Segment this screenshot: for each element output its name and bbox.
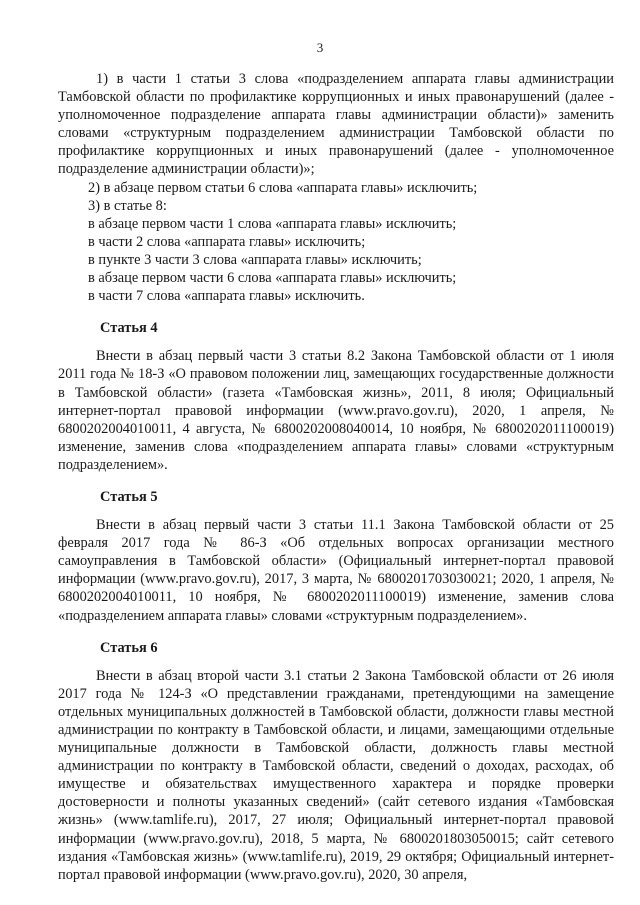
article-5-heading: Статья 5 [100,488,158,505]
document-body [58,70,614,884]
paragraph-1: 1) в части 1 статьи 3 слова «подразделением аппарата главы администрации Тамбовской области по профилактике коррупционных и иных правонарушений (далее - уполномоченное подразделение аппарата главы администрации области)» заменить словами «структурным подразделением администрации Тамбовской области по профилактике коррупционных и иных правонарушений (далее - уполномоченное подразделение администрации области)»; [58,71,614,178]
paragraph-3: 3) в статье 8: [88,197,167,214]
list-item: в абзаце первом части 1 слова «аппарата главы» исключить; [88,215,457,232]
list-item: в абзаце первом части 6 слова «аппарата главы» исключить; [88,270,457,287]
list-item: в части 2 слова «аппарата главы» исключить; [88,233,366,250]
article-4-heading: Статья 4 [100,320,158,337]
article-8-items [58,215,614,305]
paragraph-2: 2) в абзаце первом статьи 6 слова «аппарата главы» исключить; [88,179,478,196]
article-5-text: Внести в абзац первый части 3 статьи 11.1 Закона Тамбовской области от 25 февраля 2017 года № 86-З «Об отдельных вопросах организации местного самоуправления в Тамбовской области» (Официальный интернет-портал правовой информации (www.pravo.gov.ru), 2017, 3 марта, № 6800201703030021; 2020, 1 апреля, № 6800202004010011, 10 ноября, № 6800202011100019) изменение, заменив слова «подразделением аппарата главы» словами «структурным подразделением». [58,517,614,624]
list-item: в пункте 3 части 3 слова «аппарата главы» исключить; [88,251,422,268]
article-4-text: Внести в абзац первый части 3 статьи 8.2 Закона Тамбовской области от 1 июля 2011 года № 18-З «О правовом положении лиц, замещающих государственные должности в Тамбовской области» (газета «Тамбовская жизнь», 2011, 8 июля; Официальный интернет-портал правовой информации (www.pravo.gov.ru), 2020, 1 апреля, № 6800202004010011, 4 августа, № 6800202008040014, 10 ноября, № 6800202011100019) изменение, заменив слова «подразделением аппарата главы» словами «структурным подразделением». [58,348,614,473]
article-6-heading: Статья 6 [100,639,158,656]
page-number: 3 [316,40,324,55]
list-item: в части 7 слова «аппарата главы» исключить. [88,288,365,305]
article-6-text: Внести в абзац второй части 3.1 статьи 2 Закона Тамбовской области от 26 июля 2017 года № 124-З «О представлении гражданами, претендующими на замещение отдельных муниципальных должностей в Тамбовской области, должности главы местной администрации по контракту в Тамбовской области, и лицами, замещающими отдельные муниципальные должности в Тамбовской области, должность главы местной администрации по контракту в Тамбовской области, сведений о доходах, расходах, об имуществе и обязательствах имущественного характера и порядке проверки достоверности и полноты указанных сведений» (сайт сетевого издания «Тамбовская жизнь» (www.tamlife.ru), 2017, 27 июля; Официальный интернет-портал правовой информации (www.pravo.gov.ru), 2018, 5 марта, № 6800201803050015; сайт сетевого издания «Тамбовская жизнь» (www.tamlife.ru), 2019, 29 октября; Официальный интернет-портал правовой информации (www.pravo.gov.ru), 2020, 30 апреля, [58,667,614,883]
